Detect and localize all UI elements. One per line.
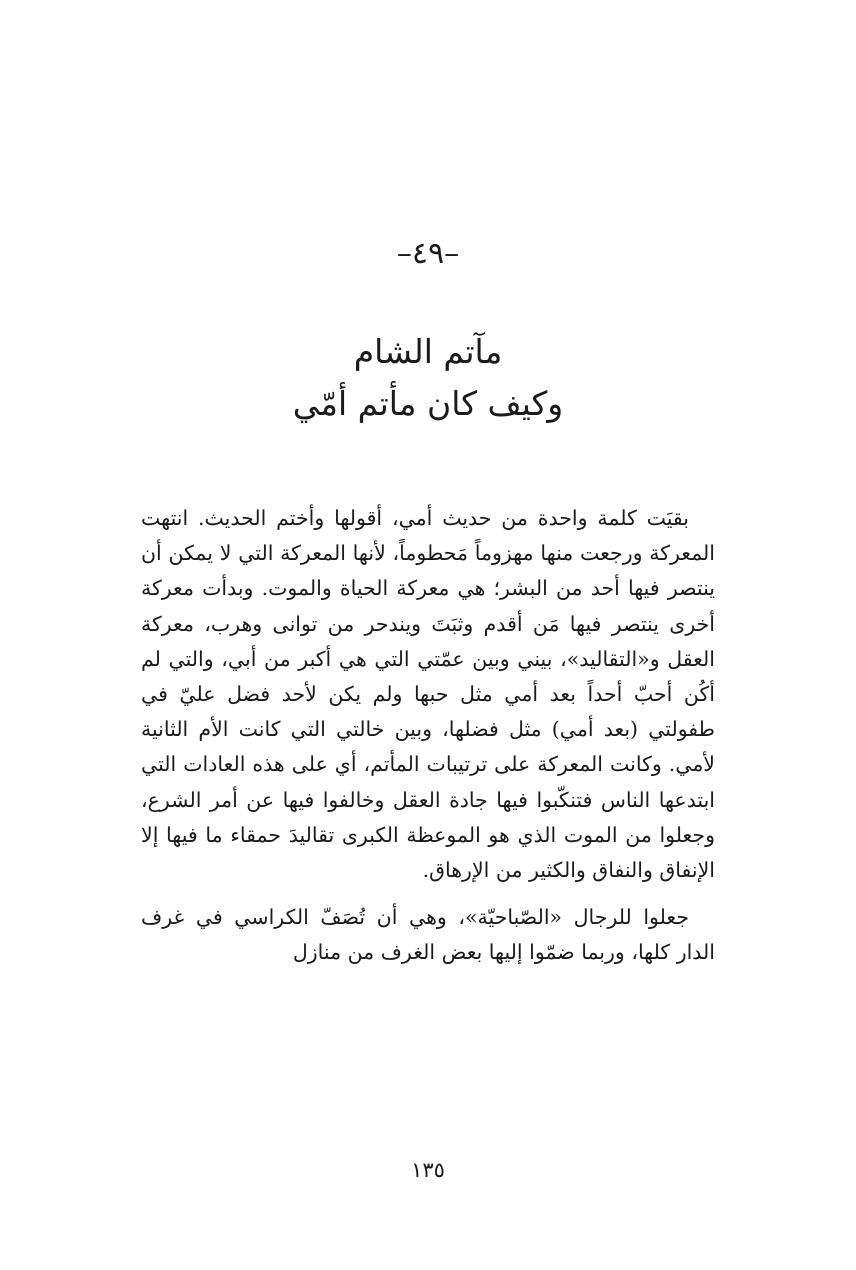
chapter-title	[0, 326, 856, 430]
chapter-number: –٤٩–	[396, 236, 460, 271]
chapter-title-line-2: وكيف كان مأتم أمّي	[292, 384, 564, 423]
chapter-title-line-1: مآتم الشام	[353, 332, 503, 371]
paragraph: جعلوا للرجال «الصّباحيّة»، وهي أن تُصَفّ الكراسي في غرف الدار كلها، وربما ضمّوا إليها بعض الغرف من منازل	[141, 905, 715, 965]
paragraph: بقيَت كلمة واحدة من حديث أمي، أقولها وأختم الحديث. انتهت المعركة ورجعت منها مهزوماً مَحطوماً، لأنها المعركة التي لا يمكن أن ينتصر فيها أحد من البشر؛ هي معركة الحياة والموت. وبدأت معركة أخرى ينتصر فيها مَن أقدم وثبَتَ ويندحر من توانى وهرب، معركة العقل و«التقاليد»، بيني وبين عمّتي التي هي أكبر من أبي، والتي لم أكُن أحبّ أحداً بعد أمي مثل حبها ولم يكن لأحد فضل عليّ في طفولتي (بعد أمي) مثل فضلها، وبين خالتي التي كانت الأم الثانية لأمي. وكانت المعركة على ترتيبات المأتم، أي على هذه العادات التي ابتدعها الناس فتنكّبوا فيها جادة العقل وخالفوا فيها عن أمر الشرع، وجعلوا من الموت الذي هو الموعظة الكبرى تقاليدَ حمقاء ما فيها إلا الإنفاق والنفاق والكثير من الإرهاق.	[141, 506, 715, 883]
page-number: ١٣٥	[411, 1158, 445, 1182]
body-text	[141, 501, 715, 971]
